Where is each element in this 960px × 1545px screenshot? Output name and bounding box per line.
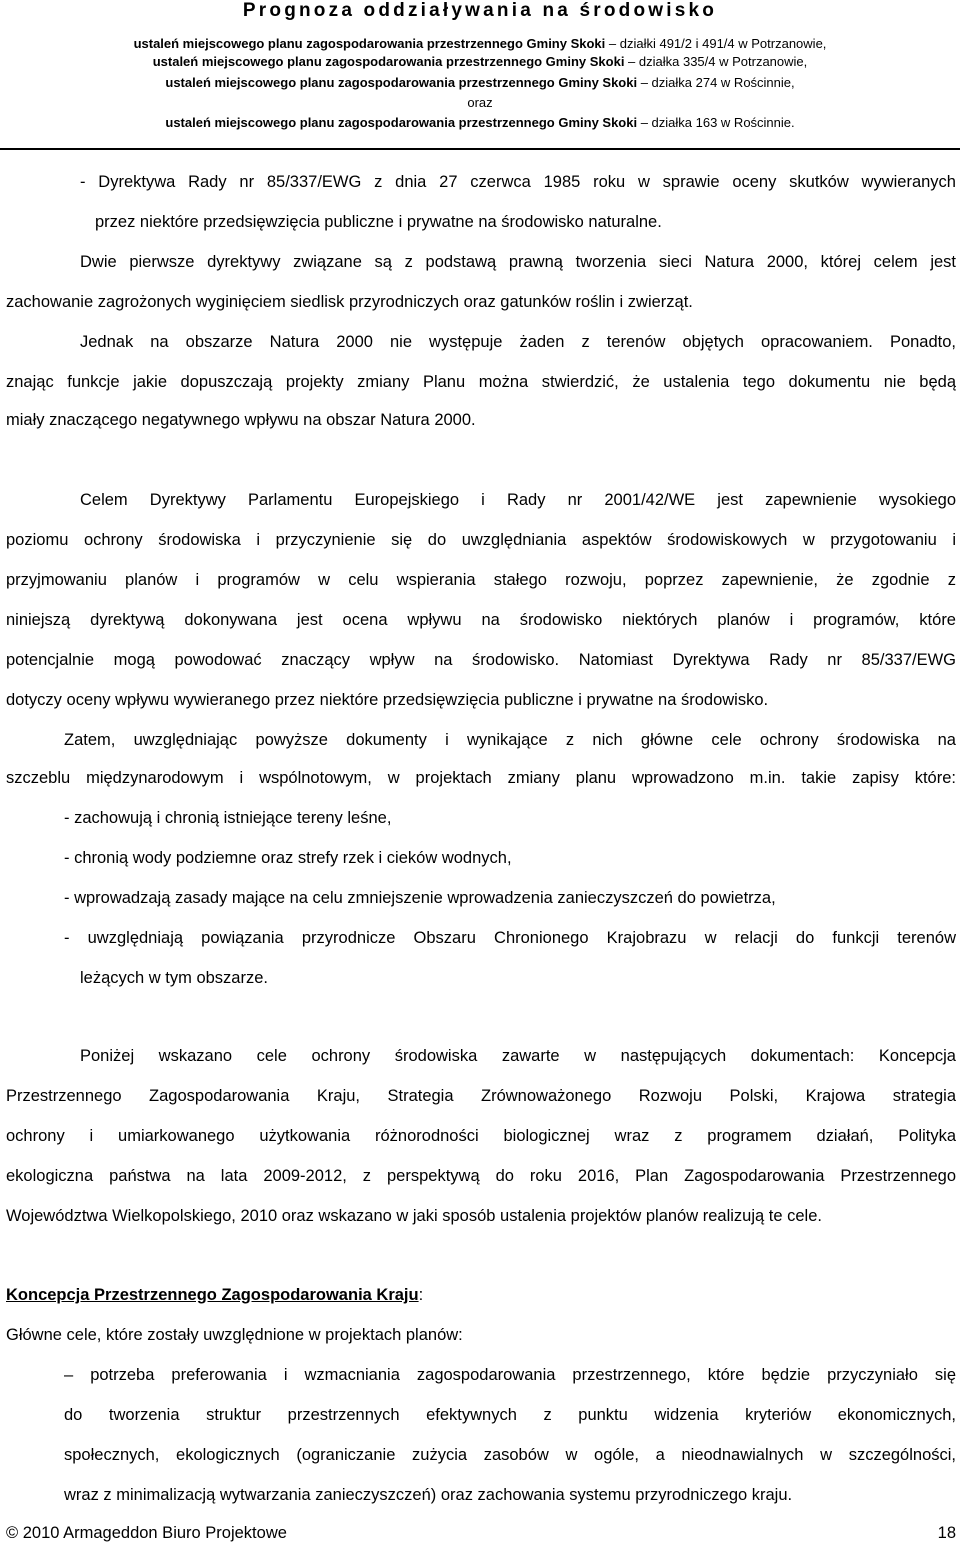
- text-line: Celem Dyrektywy Parlamentu Europejskiego i Rady nr 2001/42/WE jest zapewnienie wysokiego: [80, 491, 956, 509]
- list-item: - zachowują i chronią istniejące tereny leśne,: [64, 809, 392, 827]
- text-line: potencjalnie mogą powodować znaczący wpływ na środowisko. Natomiast Dyrektywa Rady nr 85/337/EWG: [6, 651, 956, 669]
- list-item: - chronią wody podziemne oraz strefy rzek i cieków wodnych,: [64, 849, 512, 867]
- text-line: Województwa Wielkopolskiego, 2010 oraz wskazano w jaki sposób ustalenia projektów planów realizują te cele.: [6, 1207, 822, 1225]
- list-item: - wprowadzają zasady mające na celu zmniejszenie wprowadzenia zanieczyszczeń do powietrza,: [64, 889, 776, 907]
- header-divider: [0, 148, 960, 150]
- document-title: Prognoza oddziaływania na środowisko: [242, 0, 718, 21]
- text-line: dotyczy oceny wpływu wywieranego przez niektóre przedsięwzięcia publiczne i prywatne na środowisko.: [6, 691, 769, 709]
- text-line: ochrony i umiarkowanego użytkowania różnorodności biologicznej wraz z programem działań, Polityka: [6, 1127, 956, 1145]
- list-item: - uwzględniają powiązania przyrodnicze Obszaru Chronionego Krajobrazu w relacji do funkcji terenów: [64, 929, 956, 947]
- header-line-1: ustaleń miejscowego planu zagospodarowania przestrzennego Gminy Skoki – działki 491/2 i 491/4 w Potrzanowie,: [133, 36, 827, 51]
- text-line: wraz z minimalizacją wytwarzania zanieczyszczeń) oraz zachowania systemu przyrodniczego kraju.: [64, 1486, 793, 1504]
- text-line: Poniżej wskazano cele ochrony środowiska zawarte w następujących dokumentach: Koncepcja: [80, 1047, 956, 1065]
- page-number: 18: [937, 1524, 956, 1542]
- text-line: Jednak na obszarze Natura 2000 nie występuje żaden z terenów objętych opracowaniem. Ponadto,: [80, 333, 956, 351]
- header-line-3: ustaleń miejscowego planu zagospodarowania przestrzennego Gminy Skoki – działka 274 w Rościnnie,: [165, 75, 795, 90]
- text-line: Przestrzennego Zagospodarowania Kraju, Strategia Zrównoważonego Rozwoju Polski, Krajowa strategia: [6, 1087, 956, 1105]
- header-line-2: ustaleń miejscowego planu zagospodarowania przestrzennego Gminy Skoki – działka 335/4 w Potrzanowie,: [152, 54, 808, 69]
- section-heading: Koncepcja Przestrzennego Zagospodarowania Kraju:: [6, 1286, 424, 1304]
- text-line: Zatem, uwzględniając powyższe dokumenty i wynikające z nich główne cele ochrony środowiska na: [64, 731, 956, 749]
- text-line: do tworzenia struktur przestrzennych efektywnych z punktu widzenia kryteriów ekonomicznych,: [64, 1406, 956, 1424]
- text-line: - Dyrektywa Rady nr 85/337/EWG z dnia 27 czerwca 1985 roku w sprawie oceny skutków wywieranych: [80, 173, 956, 191]
- text-line: miały znaczącego negatywnego wpływu na obszar Natura 2000.: [6, 411, 476, 429]
- page-footer: [6, 1523, 956, 1543]
- copyright-text: © 2010 Armageddon Biuro Projektowe: [6, 1524, 287, 1542]
- text-line: społecznych, ekologicznych (ograniczanie zużycia zasobów w ogóle, a nieodnawialnych w szczególności,: [64, 1446, 956, 1464]
- list-item: – potrzeba preferowania i wzmacniania zagospodarowania przestrzennego, które będzie przyczyniało się: [64, 1366, 956, 1384]
- text-line: znając funkcje jakie dopuszczają projekty zmiany Planu można stwierdzić, że ustalenia tego dokumentu nie będą: [6, 373, 956, 391]
- text-line: przez niektóre przedsięwzięcia publiczne i prywatne na środowisko naturalne.: [95, 213, 662, 231]
- text-line: zachowanie zagrożonych wyginięciem siedlisk przyrodniczych oraz gatunków roślin i zwierząt.: [6, 293, 693, 311]
- text-line: szczeblu międzynarodowym i wspólnotowym, w projektach zmiany planu wprowadzono m.in. takie zapisy które:: [6, 769, 956, 787]
- list-item: leżących w tym obszarze.: [80, 969, 268, 987]
- text-line: ekologiczna państwa na lata 2009-2012, z perspektywą do roku 2016, Plan Zagospodarowania Przestrzennego: [6, 1167, 956, 1185]
- section-intro: Główne cele, które zostały uwzględnione w projektach planów:: [6, 1326, 463, 1344]
- header-line-5: ustaleń miejscowego planu zagospodarowania przestrzennego Gminy Skoki – działka 163 w Rościnnie.: [165, 115, 795, 130]
- text-line: Dwie pierwsze dyrektywy związane są z podstawą prawną tworzenia sieci Natura 2000, której celem jest: [80, 253, 956, 271]
- text-line: przyjmowaniu planów i programów w celu wspierania stałego rozwoju, poprzez zapewnienie, że zgodnie z: [6, 571, 956, 589]
- header-line-4: oraz: [467, 95, 493, 110]
- text-line: poziomu ochrony środowiska i przyczynienie się do uwzględniania aspektów środowiskowych w przygotowaniu i: [6, 531, 956, 549]
- text-line: niniejszą dyrektywą dokonywana jest ocena wpływu na środowisko niektórych planów i programów, które: [6, 611, 956, 629]
